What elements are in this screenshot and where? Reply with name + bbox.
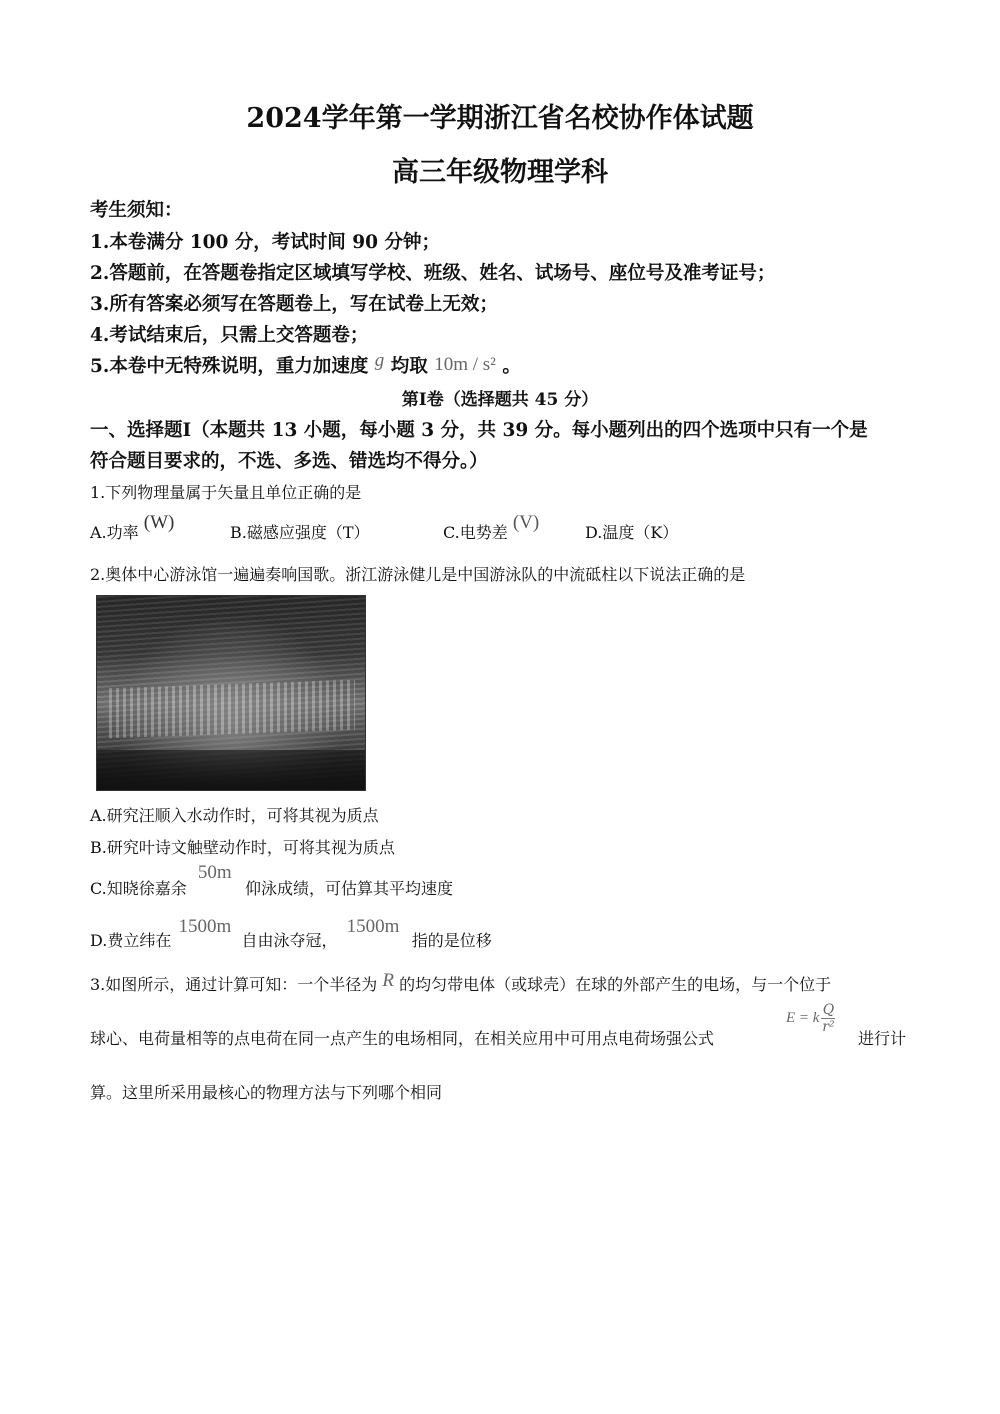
q3-line2-rest: 进行计 (858, 1029, 907, 1048)
notice-item-5-text: 5.本卷中无特殊说明，重力加速度 (90, 356, 369, 377)
gravity-value: 10m / s² (434, 354, 496, 375)
part-heading-line2: 符合题目要求的，不选、多选、错选均不得分。） (90, 451, 488, 472)
notice-item-2: 2.答题前，在答题卷指定区域填写学校、班级、姓名、试场号、座位号及准考证号； (90, 263, 776, 284)
q2-option-d-rest: 指的是位移 (411, 931, 492, 950)
q2-option-c (90, 862, 453, 900)
q1-option-c-text: C.电势差 (443, 523, 508, 542)
formula-fraction (821, 1002, 835, 1035)
gravity-symbol: g (374, 350, 385, 371)
q1-option-c-unit: (V) (512, 512, 540, 533)
formula-denominator: r² (822, 1019, 835, 1035)
q2-stem: 2.奥体中心游泳馆一遍遍奏响国歌。浙江游泳健儿是中国游泳队的中流砥柱以下说法正确的是 (90, 565, 746, 584)
notice-item-5 (90, 352, 521, 378)
swimming-pool-photo (96, 595, 366, 791)
exam-title: 2024学年第一学期浙江省名校协作体试题 (246, 103, 754, 134)
q3-line1 (90, 972, 831, 996)
audience-silhouettes (97, 750, 365, 790)
q2-option-d-mid: 自由泳夺冠， (241, 931, 338, 950)
formula-lhs: E = k (786, 1010, 820, 1026)
q1-option-a (90, 512, 175, 544)
pool-lanes (109, 680, 355, 739)
q1-option-d: D.温度（K） (585, 523, 679, 542)
q1-option-a-text: A.功率 (90, 523, 139, 542)
notice-item-5-end: 。 (502, 356, 521, 377)
q2-option-b: B.研究叶诗文触壁动作时，可将其视为质点 (90, 838, 395, 857)
q3-radius-symbol: R (382, 970, 394, 991)
q2-option-d-distance-1: 1500m (178, 916, 232, 937)
q3-line1-text: 3.如图所示，通过计算可知：一个半径为 (90, 975, 378, 994)
q1-option-c (443, 512, 540, 544)
q2-option-a: A.研究汪顺入水动作时，可将其视为质点 (90, 806, 379, 825)
q1-stem: 1.下列物理量属于矢量且单位正确的是 (90, 483, 362, 502)
q3-line1-rest: 的均匀带电体（或球壳）在球的外部产生的电场，与一个位于 (399, 975, 832, 994)
q1-option-a-unit: (W) (143, 512, 175, 533)
q2-option-c-text: C.知晓徐嘉余 (90, 879, 187, 898)
notice-item-3: 3.所有答案必须写在答题卷上，写在试卷上无效； (90, 294, 498, 315)
volume-heading: 第Ⅰ卷（选择题共 45 分） (401, 390, 599, 410)
q1-option-b: B.磁感应强度（T） (230, 523, 370, 542)
notice-item-1: 1.本卷满分 100 分，考试时间 90 分钟； (90, 232, 440, 253)
q2-option-d-distance-2: 1500m (346, 916, 400, 937)
q2-option-c-distance: 50m (197, 862, 232, 883)
exam-subtitle: 高三年级物理学科 (392, 157, 608, 188)
part-heading-line1: 一、选择题Ⅰ（本题共 13 小题，每小题 3 分，共 39 分。每小题列出的四个选项中只有一个是 (90, 420, 868, 441)
field-strength-formula (786, 1002, 835, 1035)
q3-line2-text: 球心、电荷量相等的点电荷在同一点产生的电场相同，在相关应用中可用点电荷场强公式 (90, 1029, 715, 1048)
notice-item-4: 4.考试结束后，只需上交答题卷； (90, 325, 369, 346)
notice-item-5-mid: 均取 (390, 356, 428, 377)
notice-heading: 考生须知： (90, 200, 183, 221)
q2-option-d (90, 916, 492, 952)
q3-line3: 算。这里所采用最核心的物理方法与下列哪个相同 (90, 1083, 443, 1102)
formula-numerator: Q (822, 1002, 835, 1018)
q2-option-c-rest: 仰泳成绩，可估算其平均速度 (244, 879, 453, 898)
q3-line2 (90, 1026, 714, 1049)
q2-option-d-text: D.费立纬在 (90, 931, 172, 950)
